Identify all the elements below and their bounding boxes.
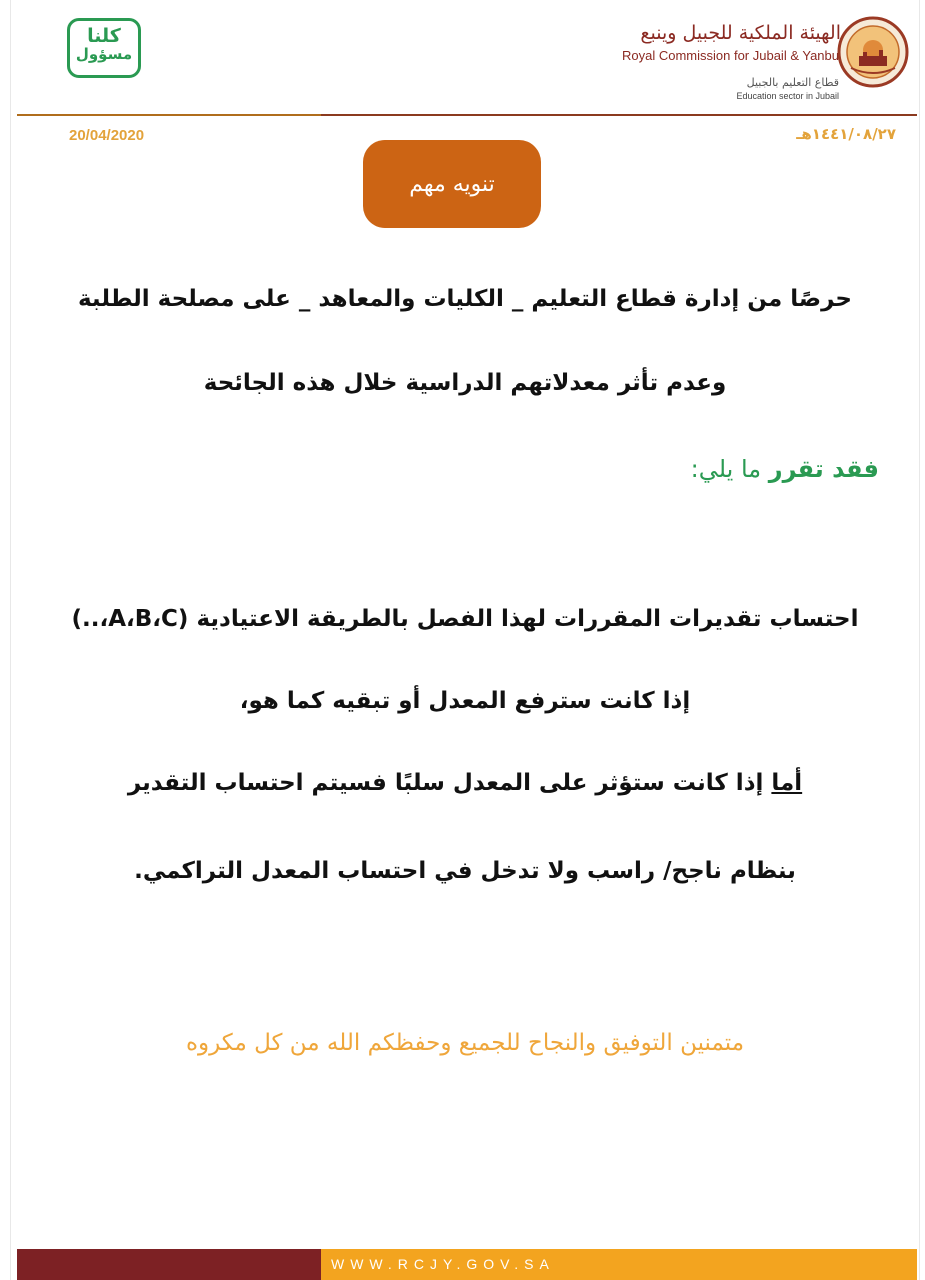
footer-website-link[interactable]: WWW.RCJY.GOV.SA xyxy=(331,1256,555,1272)
sector-name-arabic: قطاع التعليم بالجبيل xyxy=(746,76,839,89)
document-page xyxy=(10,0,920,1280)
campaign-badge xyxy=(67,18,141,78)
header-divider-right xyxy=(321,114,917,116)
notice-title: تنويه مهم xyxy=(409,171,495,197)
closing-wishes: متمنين التوفيق والنجاح للجميع وحفظكم الله من كل مكروه xyxy=(185,1030,745,1056)
hijri-date: ١٤٤١/٠٨/٢٧هـ xyxy=(796,125,896,143)
campaign-badge-line1: كلنا xyxy=(87,25,121,47)
rule-line-1: احتساب تقديرات المقررات لهذا الفصل بالطريقة الاعتيادية (A،B،C،..) xyxy=(71,606,859,632)
organization-name-english: Royal Commission for Jubail & Yanbu xyxy=(621,48,839,63)
rule-line-2: إذا كانت سترفع المعدل أو تبقيه كما هو، xyxy=(239,688,691,714)
rule-line-3-rest: إذا كانت ستؤثر على المعدل سلبًا فسيتم احتساب التقدير xyxy=(127,770,772,796)
gregorian-date: 20/04/2020 xyxy=(69,127,145,144)
rule-line-4: بنظام ناجح/ راسب ولا تدخل في احتساب المعدل التراكمي. xyxy=(134,858,796,884)
campaign-badge-line2: مسؤول xyxy=(75,44,133,63)
royal-commission-emblem-icon xyxy=(837,16,909,88)
notice-title-badge xyxy=(363,140,541,228)
rule-line-3-underlined: أما xyxy=(771,770,803,796)
sector-name-english: Education sector in Jubail xyxy=(736,91,839,101)
intro-line-2: وعدم تأثر معدلاتهم الدراسية خلال هذه الجائحة xyxy=(203,370,727,396)
rule-line-3 xyxy=(11,770,919,796)
decision-heading-bold: فقد تقرر xyxy=(768,455,879,483)
decision-heading-rest: ما يلي: xyxy=(690,455,769,483)
footer-bar-left xyxy=(17,1249,321,1280)
header-divider-left xyxy=(17,114,321,116)
decision-heading xyxy=(691,455,879,483)
organization-name-arabic: الهيئة الملكية للجبيل وينبع xyxy=(640,22,841,44)
intro-line-1: حرصًا من إدارة قطاع التعليم _ الكليات والمعاهد _ على مصلحة الطلبة xyxy=(77,286,852,312)
